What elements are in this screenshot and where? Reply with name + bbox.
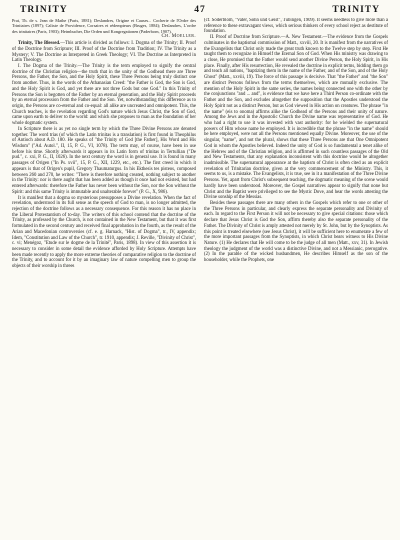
paragraph: I. The Dogma of the Trinity.—The Trinity is the term employed to signify the central doctrine of the Christian religion—the truth that in the unity of the Godhead there are Three Persons, the Father, the Son, and the Holy Spirit, these Three Persons being truly distinct one from another. Thus, in the words of the Athanasian Creed: "the Father is God, the Son is God, and the Holy Spirit is God, and yet there are not three Gods but one God." In this Trinity of Persons the Son is begotten of the Father by an eternal generation, and the Holy Spirit proceeds by an eternal procession from the Father and the Son. Yet, notwithstanding this difference as to origin, the Persons are co-eternal and co-equal: all alike are uncreated and omnipotent. This, the Church teaches, is the revelation regarding God's nature which Jesus Christ, the Son of God, came upon earth to deliver to the world: and which she proposes to man as the foundation of her whole dogmatic system.	[12, 63, 196, 127]
entry-title: Trinity, The Blessed.	[18, 41, 61, 47]
running-head	[12, 5, 388, 18]
article-lead-text: —This article is divided as follows: I. Dogma of the Trinity; II. Proof of the Doctrine from Scripture; III. Proof of the Doctrine from Tradition; IV. The Trinity as a Mystery; V. The Doctrine as Interpreted in Greek Theology; VI. The Doctrine as Interpreted in Latin Theology.	[12, 41, 196, 64]
text-columns	[12, 18, 388, 538]
paragraph: (cf. Söderblom, "Vater, Sohn und Geist", Tübingen, 1909). It seems needless to give more than a reference to these extravagant views, which serious thinkers of every school reject as destitute of foundation.	[204, 18, 388, 35]
paragraph: It is manifest that a dogma so mysterious presupposes a Divine revelation. When the fact of revelation, understood in its full sense as the speech of God to man, is no longer admitted, the rejection of the doctrine follows as a necessary consequence. For this reason it has no place in the Liberal Protestantism of to-day. The writers of this school contend that the doctrine of the Trinity, as professed by the Church, is not contained in the New Testament, but that it was first formulated in the second century and received final approbation in the fourth, as the result of the Arian and Macedonian controversies (cf. e. g. Harnack, "Hist. of Dogma", tr., IV, appendix; Idem, "Constitution and Law of the Church", tr. 1910, appendix; J. Reville, "Divinity of Christ", c. vi; Menégoz, "Etude sur le dogme de la Trinité", Paris, 1898). In view of this assertion it is necessary to consider in some detail the evidence afforded by Holy Scripture. Attempts have been made recently to apply the more extreme theories of comparative religion to the doctrine of the Trinity, and to account for it by an imaginary law of nature compelling men to group the objects of their worship in threes	[12, 195, 196, 270]
paragraph: Besides these passages there are many others in the Gospels which refer to one or other of the Three Persons in particular, and clearly express the separate personality and Divinity of each. In regard to the First Person it will not be necessary to give special citations: those which declare that Jesus Christ is God the Son, affirm thereby also the separate personality of the Father. The Divinity of Christ is amply attested not merely by St. John, but by the Synoptists. As this point is treated elsewhere (see Jesus Christ), it will be sufficient here to enumerate a few of the more important passages from the Synoptists, in which Christ bears witness to His Divine Nature. (1) He declares that He will come to be the judge of all men (Matt., xxv, 31). In Jewish theology the judgment of the world was a distinctive Divine, and not a Messianic, prerogative. (2) In the parable of the wicked husbandmen, He describes Himself as the son of the householder, while the Prophets, one	[204, 201, 388, 264]
bibliography: Prat, Th. de s. Jean de Mathe (Paris, 1881); Deslandres, Origine et Causes... Cocherie de l'Ordre des Trinitaires (1897); Calixte de Providence, Corsaires et rédempteurs (Bruges, 1884); Deslandres, L'ordre des trinitaires (Paris, 1903); Heimbucher, Die Orden und Kongregationen (Paderborn, 1907).	[12, 18, 196, 34]
article-lead	[12, 41, 196, 64]
running-head-left: TRINITY	[20, 5, 68, 15]
paragraph: II. Proof of Doctrine from Scripture.—A. New Testament.—The evidence from the Gospels culminates in the baptismal commission of Matt., xxviii, 20. It is manifest from the narratives of the Evangelists that Christ only made the great truth known to the Twelve step by step. First He taught them to recognize in Himself the Eternal Son of God. When His ministry was drawing to a close, He promised that the Father would send another Divine Person, the Holy Spirit, in His place. Finally, after His resurrection, He revealed the doctrine in explicit terms, bidding them go and teach all nations, "baptizing them in the name of the Father, and of the Son, and of the Holy Ghost" (Matt., xxviii, 19). The force of this passage is decisive. That "the Father" and "the Son" are distinct Persons follows from the terms themselves, which are mutually exclusive. The mention of the Holy Spirit in the same series, the names being connected one with the other by the conjunctions "and ... and", is evidence that we have here a Third Person co-ordinate with the Father and the Son, and excludes altogether the supposition that the Apostles understood the Holy Spirit not as a distinct Person, but as God viewed in His action on creatures. The phrase "in the name" (eis to onoma) affirms alike the Godhead of the Persons and their unity of nature. Among the Jews and in the Apostolic Church the Divine name was representative of God. He who had a right to use it was invested with vast authority: for he wielded the supernatural powers of Him whose name he employed. It is incredible that the phrase "in the name" should be here employed, were not all the Persons mentioned equally Divine. Moreover, the use of the singular, "name", and not the plural, shows that these Three Persons are that One Omnipotent God in whom the Apostles believed. Indeed the unity of God is so fundamental a tenet alike of the Hebrew and of the Christian religion, and is affirmed in such countless passages of the Old and New Testaments, that any explanation inconsistent with this doctrine would be altogether inadmissible. The supernatural appearance at the baptism of Christ is often cited as an explicit revelation of Trinitarian doctrine, given at the very commencement of the Ministry. This, it seems to us, is a mistake. The Evangelists, it is true, see in it a manifestation of the Three Divine Persons. Yet, apart from Christ's subsequent teaching, the dogmatic meaning of the scene would hardly have been understood. Moreover, the Gospel narratives appear to signify that none but Christ and the Baptist were privileged to see the Mystic Dove, and hear the words attesting the Divine sonship of the Messias.	[204, 35, 388, 201]
author-signature: Ch. Moeller.	[161, 33, 196, 39]
article-trinity	[12, 41, 196, 270]
running-head-right: TRINITY	[332, 5, 380, 15]
paragraph: In Scripture there is as yet no single term by which the Three Divine Persons are denoted together. The word trias (of which the Latin trinitas is a translation) is first found in Theophilus of Antioch about A.D. 180. He speaks of "the Trinity of God [the Father], His Word and His Wisdom" ("Ad. Autol.", II, 15, P. G., VI, 1078). The term may, of course, have been in use before his time. Shortly afterwards it appears in its Latin form of trinitas in Tertullian ("De pud.", c. xxi, P. G., II, 1026). In the next century the word is in general use. It is found in many passages of Origen ("In Ps. xvii", 15, P. G., XII, 1229, etc., etc.). The first creed in which it appears is that of Origen's pupil, Gregory Thaumaturgus. In his Ekthesis tes pisteos, composed between 260 and 270, he writes: "There is therefore nothing created, nothing subject to another in the Trinity: nor is there aught that has been added as though it once had not existed, but had entered afterwards: therefore the Father has never been without the Son, nor the Son without the Spirit: and this same Trinity is immutable and unalterable forever" (P. G., X, 986).	[12, 126, 196, 195]
page-number: 47	[194, 5, 206, 15]
left-column	[12, 18, 196, 538]
right-column	[204, 18, 388, 538]
